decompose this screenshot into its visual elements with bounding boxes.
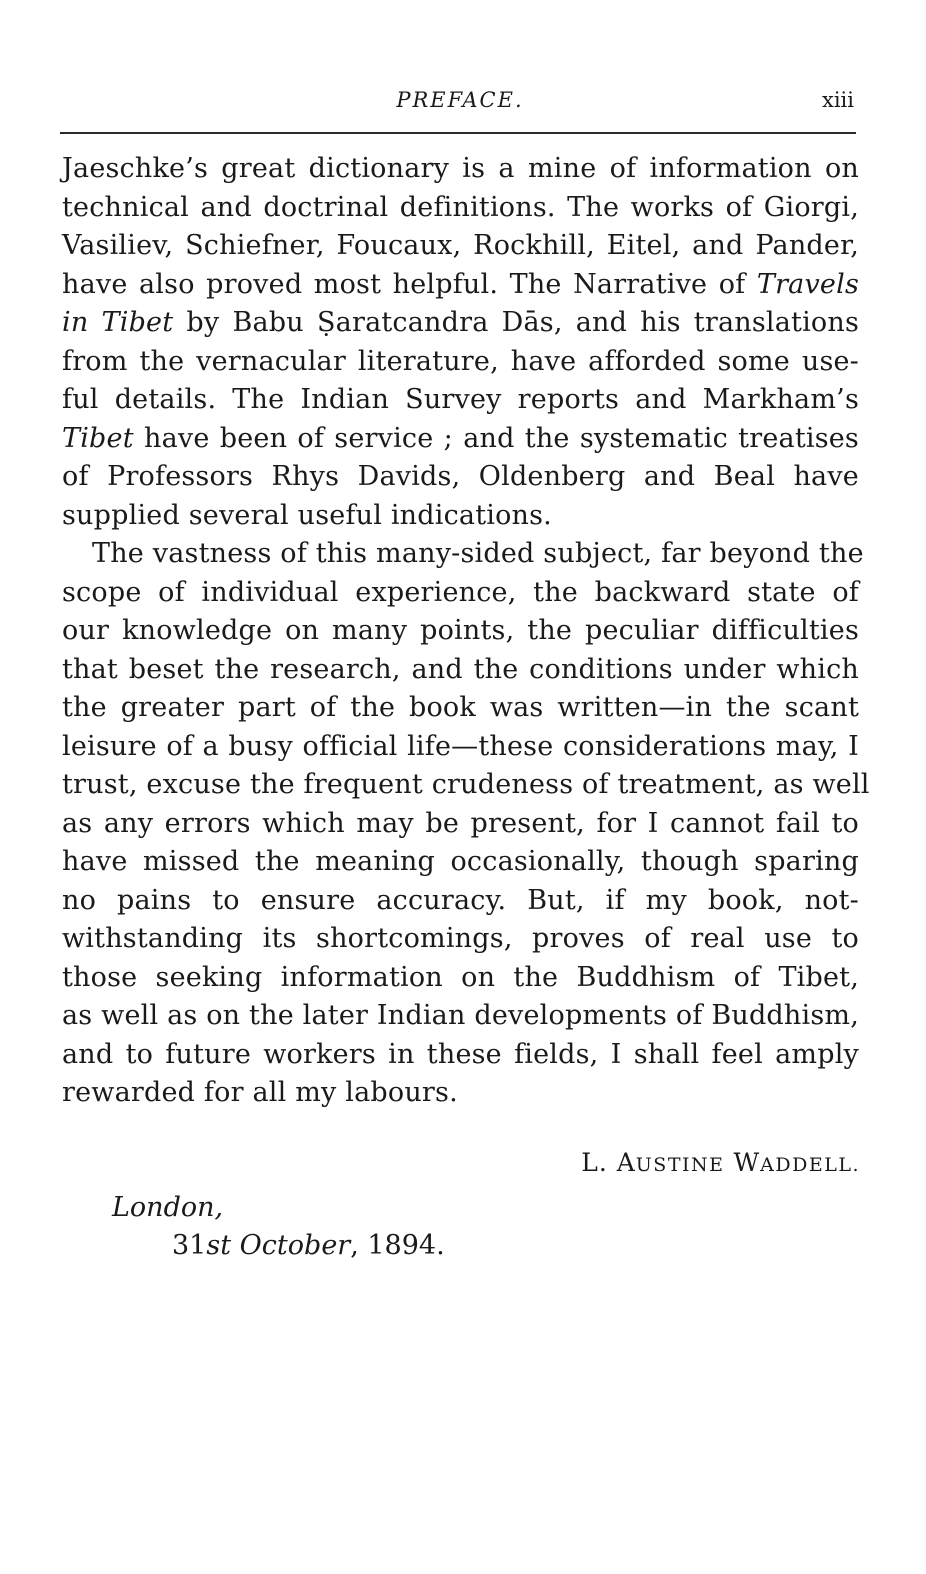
- text-line: those seeking information on the Buddhism of Tibet,: [62, 961, 859, 993]
- running-head: PREFACE.: [396, 88, 524, 112]
- text-line: as well as on the later Indian developments of Buddhism,: [62, 1000, 859, 1031]
- paragraph-1: [62, 150, 859, 535]
- text-line: have also proved most helpful. The Narrative of Travels: [62, 268, 859, 300]
- text-line: withstanding its shortcomings, proves of real use to: [62, 923, 859, 954]
- page-header: [60, 88, 860, 128]
- paragraph-2: [62, 535, 870, 1113]
- text-line: of Professors Rhys Davids, Oldenberg and Beal have: [62, 461, 859, 492]
- text-line: in Tibet by Babu Ṣaratcandra Dās, and his translations: [62, 307, 860, 338]
- text-line: The vastness of this many-sided subject, far beyond the: [92, 538, 864, 569]
- text-line: technical and doctrinal definitions. The works of Giorgi,: [62, 191, 859, 223]
- text-line: as any errors which may be present, for I cannot fail to: [62, 807, 859, 839]
- text-line: and to future workers in these fields, I shall feel amply: [62, 1038, 859, 1070]
- text-line: our knowledge on many points, the peculiar difficulties: [62, 615, 859, 646]
- text-line: supplied several useful indications.: [62, 499, 552, 531]
- text-line: have missed the meaning occasionally, though sparing: [62, 846, 859, 877]
- text-line: Vasiliev, Schiefner, Foucaux, Rockhill, Eitel, and Pander,: [62, 230, 859, 261]
- text-line: the greater part of the book was written—in the scant: [62, 692, 859, 723]
- page-number: xiii: [822, 88, 854, 112]
- preface-body: [62, 150, 870, 1113]
- author-signature: L. AUSTINE WADDELL.: [581, 1148, 860, 1177]
- text-line: leisure of a busy official life—these considerations may, I: [62, 730, 859, 762]
- text-line: that beset the research, and the conditions under which: [62, 653, 859, 685]
- text-line: no pains to ensure accuracy. But, if my book, not-: [62, 884, 859, 916]
- text-line: trust, excuse the frequent crudeness of treatment, as well: [62, 769, 870, 800]
- text-line: from the vernacular literature, have afforded some use-: [62, 345, 859, 377]
- header-rule: [60, 132, 856, 134]
- text-line: Jaeschke’s great dictionary is a mine of information on: [62, 153, 859, 184]
- text-line: ful details. The Indian Survey reports and Markham’s: [62, 384, 859, 415]
- date-line: 31st October, 1894.: [172, 1230, 445, 1261]
- text-line: rewarded for all my labours.: [62, 1077, 458, 1108]
- text-line: Tibet have been of service ; and the systematic treatises: [62, 422, 859, 454]
- place-line: London,: [112, 1192, 224, 1223]
- text-line: scope of individual experience, the backward state of: [62, 576, 859, 608]
